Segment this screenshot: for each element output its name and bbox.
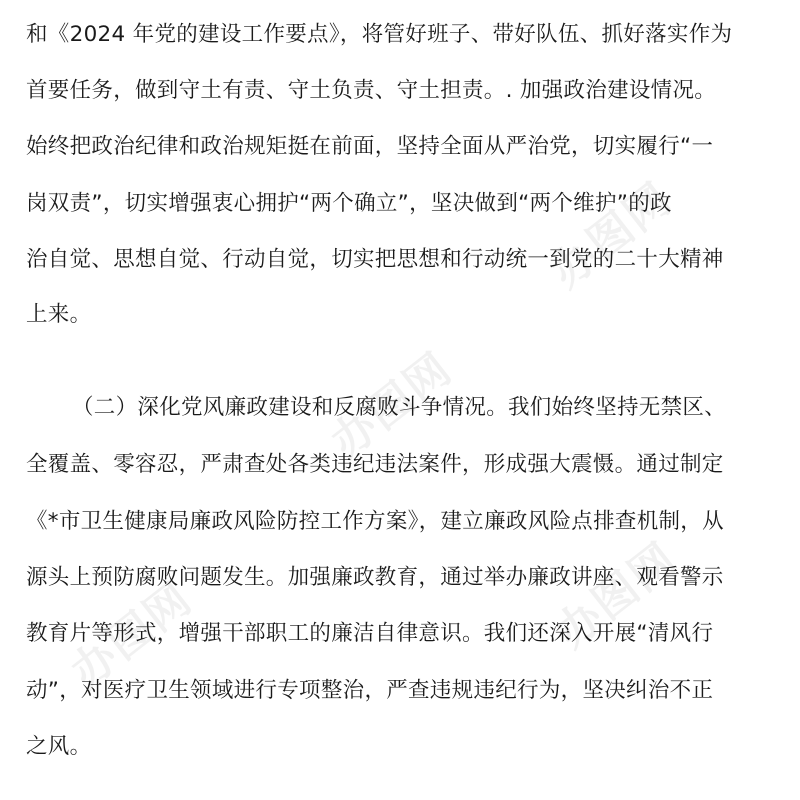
paragraph-line: 全覆盖、零容忍，严肃查处各类违纪违法案件，形成强大震慑。通过制定 bbox=[26, 452, 724, 477]
paragraph-line: 《*市卫生健康局廉政风险防控工作方案》，建立廉政风险点排查机制，从 bbox=[26, 509, 724, 534]
watermark-text: 办图网 bbox=[61, 572, 202, 699]
paragraph-line: 源头上预防腐败问题发生。加强廉政教育，通过举办廉政讲座、观看警示 bbox=[26, 565, 724, 590]
watermark-text: 办图网 bbox=[546, 532, 687, 659]
paragraph-line: 动”，对医疗卫生领域进行专项整治，严查违规违纪行为，坚决纠治不正 bbox=[26, 678, 714, 703]
section-heading-line: （二）深化党风廉政建设和反腐败斗争情况。我们始终坚持无禁区、 bbox=[72, 395, 727, 420]
paragraph-line: 上来。 bbox=[26, 302, 92, 327]
paragraph-line: 和《2024 年党的建设工作要点》，将管好班子、带好队伍、抓好落实作为 bbox=[26, 22, 733, 47]
watermark-text: 办图网 bbox=[541, 172, 682, 299]
watermark-text: 办图网 bbox=[321, 342, 462, 469]
paragraph-line: 治自觉、思想自觉、行动自觉，切实把思想和行动统一到党的二十大精神 bbox=[26, 247, 724, 272]
paragraph-line: 岗双责”，切实增强衷心拥护“两个确立”，坚决做到“两个维护”的政 bbox=[26, 191, 672, 216]
paragraph-line: 教育片等形式，增强干部职工的廉洁自律意识。我们还深入开展“清风行 bbox=[26, 621, 714, 646]
paragraph-line: 始终把政治纪律和政治规矩挺在前面，坚持全面从严治党，切实履行“一 bbox=[26, 134, 714, 159]
paragraph-line: 首要任务，做到守土有责、守土负责、守土担责。. 加强政治建设情况。 bbox=[26, 78, 717, 103]
paragraph-line: 之风。 bbox=[26, 734, 92, 759]
